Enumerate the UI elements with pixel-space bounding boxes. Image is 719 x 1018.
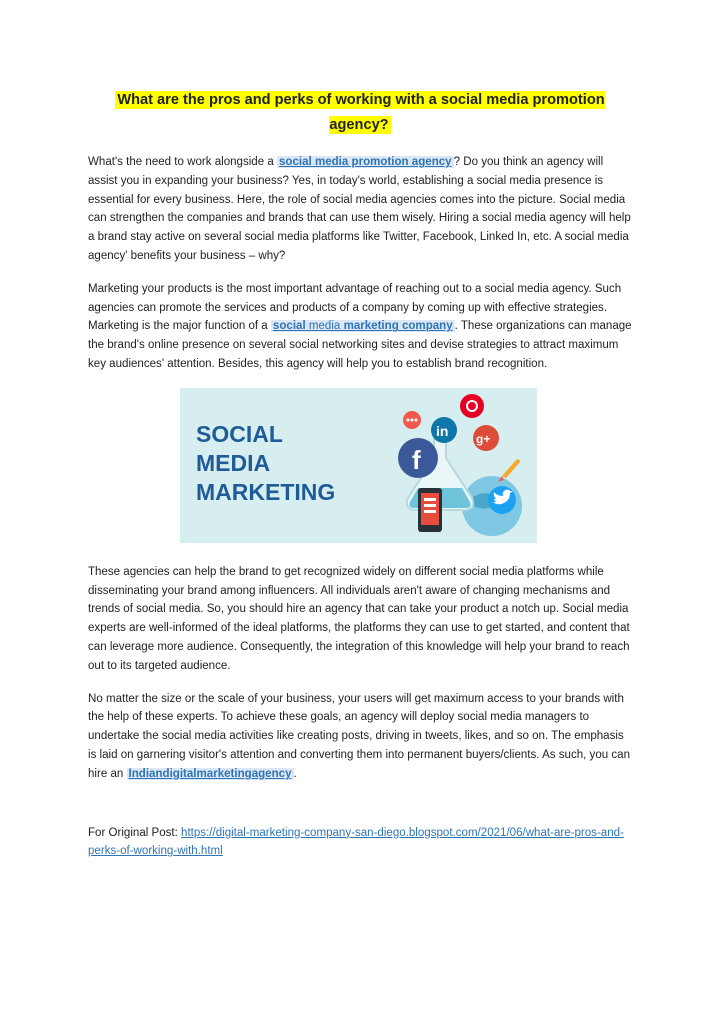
indiandigitalmarketingagency-link[interactable]: Indiandigitalmarketingagency xyxy=(128,767,292,780)
google-plus-letters: g+ xyxy=(476,431,491,446)
document-page xyxy=(88,88,632,875)
screen-line-icon xyxy=(424,498,436,501)
title-highlight: What are the pros and perks of working with a social media promotion agency? xyxy=(117,92,605,133)
chat-dot-icon xyxy=(415,418,418,421)
chat-dot-icon xyxy=(411,418,414,421)
original-post-line xyxy=(88,824,632,862)
pinterest-icon xyxy=(460,394,484,418)
image-text-media: MEDIA xyxy=(196,449,271,476)
page-title xyxy=(88,88,632,138)
chat-dot-icon xyxy=(407,418,410,421)
paragraph-4 xyxy=(88,690,632,784)
p4-text-before: No matter the size or the scale of your business, your users will get maximum access to your brands with the help of these experts. To achieve these goals, an agency will deploy social media managers to undertake the social media activities like creating posts, driving in tweets, likes, and so on. The emphasis is laid on garnering visitor's attention and converting them into permanent buyers/clients. As such, you can hire an xyxy=(88,692,630,780)
screen-line-icon xyxy=(424,510,436,513)
paragraph-3: These agencies can help the brand to get recognized widely on different social media platforms while disseminating your brand among influencers. All individuals aren't aware of changing mechanisms and trends of social media. So, you should hire an agency that can take your product a notch up. Social media experts are well-informed of the ideal platforms, the platforms they can use to get started, and content that can leverage more audience. Consequently, the integration of this knowledge will help your brand to reach out to its targeted audience. xyxy=(88,565,630,672)
screen-line-icon xyxy=(424,504,436,507)
social-media-marketing-company-link[interactable] xyxy=(271,320,455,332)
paragraph-1 xyxy=(88,153,632,266)
facebook-letter: f xyxy=(412,444,421,475)
original-post-url-link[interactable]: https://digital-marketing-company-san-diego.blogspot.com/2021/06/what-are-pros-and-perks-of-working-with.html xyxy=(88,826,624,858)
p2-text-before: Marketing your products is the most important advantage of reaching out to a social media agency. Such agencies can promote the services and products of a company by coming up with effective strategies. Marketing is the major function of a xyxy=(88,282,622,333)
image-text-social: SOCIAL xyxy=(196,420,283,447)
p1-text-after: ? Do you think an agency will assist you in expanding your business? Yes, in today's world, establishing a social media presence is essential for every business. Here, the role of social media agencies comes into the picture. Social media can strengthen the companies and brands that can use them wisely. Hiring a social media agency will help a brand stay active on several social media platforms like Twitter, Facebook, Linked In, etc. A social media agency' benefits your business – why? xyxy=(88,156,631,262)
link-part-social: social xyxy=(272,320,306,333)
illustration-svg xyxy=(180,388,537,543)
smartphone-screen-icon xyxy=(421,493,439,525)
link-part-media: media xyxy=(308,320,341,333)
p2-text-after: . These organizations can manage the brand's online presence on several social networking sites and devise strategies to attract maximum key audiences' attention. Besides, this agency will help you to establish brand recognition. xyxy=(88,320,632,370)
linkedin-letters: in xyxy=(436,422,449,439)
social-media-marketing-image xyxy=(180,388,537,543)
social-media-promotion-agency-link[interactable]: social media promotion agency xyxy=(279,156,452,168)
original-post-label: For Original Post: xyxy=(88,826,182,839)
link-part-marketing-company: marketing company xyxy=(343,320,453,333)
paragraph-2 xyxy=(88,280,632,374)
p4-text-after: . xyxy=(293,767,297,780)
image-text-marketing: MARKETING xyxy=(196,478,336,505)
p1-text-before: What's the need to work alongside a xyxy=(88,156,277,168)
